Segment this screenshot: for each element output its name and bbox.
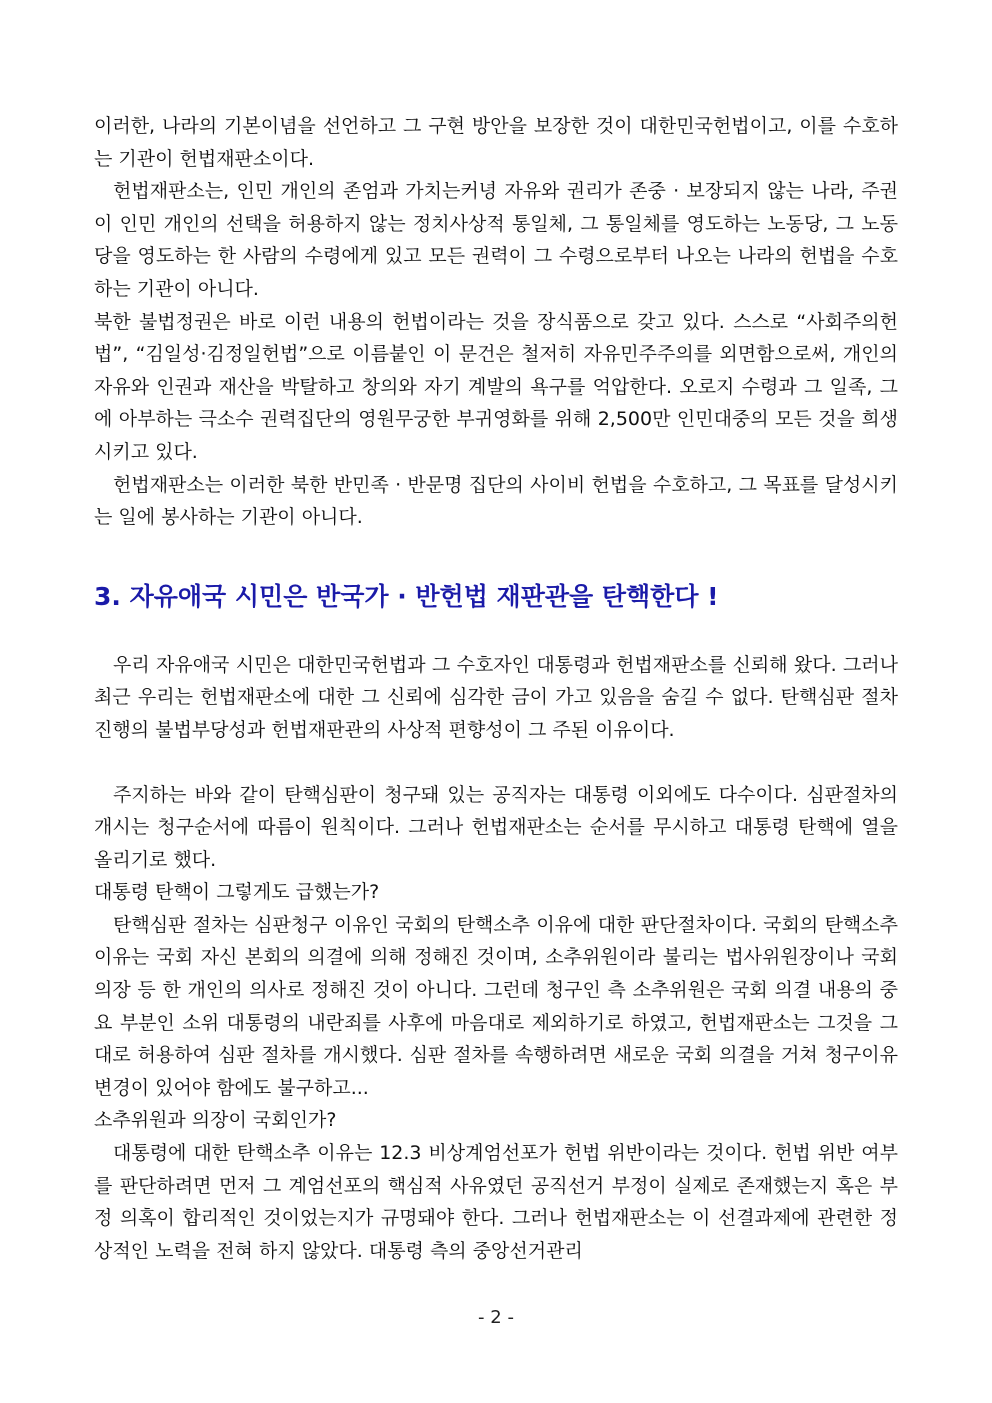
- paragraph-section3-4: 대통령에 대한 탄핵소추 이유는 12.3 비상계엄선포가 헌법 위반이라는 것이다. 헌법 위반 여부를 판단하려면 먼저 그 계엄선포의 핵심적 사유였던 공직선거 부정이 실제로 존재했는지 혹은 부정 의혹이 합리적인 것이었는지가 규명돼야 한다. 그러나 헌법재판소는 이 선결과제에 관련한 정상적인 노력을 전혀 하지 않았다. 대통령 측의 중앙선거관리: [94, 1142, 898, 1262]
- question-line-1: 대통령 탄핵이 그렇게도 급했는가?: [94, 881, 380, 904]
- paragraph-section3-2: 주지하는 바와 같이 탄핵심판이 청구돼 있는 공직자는 대통령 이외에도 다수이다. 심판절차의 개시는 청구순서에 따름이 원칙이다. 그러나 헌법재판소는 순서를 무시하고 대통령 탄핵에 열을 올리기로 했다.: [94, 783, 898, 871]
- paragraph-section3-1: 우리 자유애국 시민은 대한민국헌법과 그 수호자인 대통령과 헌법재판소를 신뢰해 왔다. 그러나 최근 우리는 헌법재판소에 대한 그 신뢰에 심각한 금이 가고 있음을 숨길 수 없다. 탄핵심판 절차 진행의 불법부당성과 헌법재판관의 사상적 편향성이 그 주된 이유이다.: [94, 653, 898, 741]
- paragraph-section3-3: 탄핵심판 절차는 심판청구 이유인 국회의 탄핵소추 이유에 대한 판단절차이다. 국회의 탄핵소추 이유는 국회 자신 본회의 의결에 의해 정해진 것이며, 소추위원이라 불리는 법사위원장이나 국회의장 등 한 개인의 의사로 정해진 것이 아니다. 그런데 청구인 측 소추위원은 국회 의결 내용의 중요 부분인 소위 대통령의 내란죄를 사후에 마음대로 제외하기로 하였고, 헌법재판소는 그것을 그대로 허용하여 심판 절차를 개시했다. 심판 절차를 속행하려면 새로운 국회 의결을 거쳐 청구이유 변경이 있어야 함에도 불구하고...: [94, 913, 898, 1099]
- page-number: - 2 -: [478, 1307, 514, 1328]
- paragraph-intro-3: 북한 불법정권은 바로 이런 내용의 헌법이라는 것을 장식품으로 갖고 있다. 스스로 “사회주의헌법”, “김일성·김정일헌법”으로 이름붙인 이 문건은 철저히 자유민주주의를 외면함으로써, 개인의 자유와 인권과 재산을 박탈하고 창의와 자기 계발의 욕구를 억압한다. 오로지 수령과 그 일족, 그에 아부하는 극소수 권력집단의 영원무궁한 부귀영화를 위해 2,500만 인민대중의 모든 것을 희생시키고 있다.: [94, 310, 898, 463]
- document-page: [94, 110, 898, 1267]
- paragraph-intro-1: 이러한, 나라의 기본이념을 선언하고 그 구현 방안을 보장한 것이 대한민국헌법이고, 이를 수호하는 기관이 헌법재판소이다.: [94, 115, 898, 170]
- paragraph-intro-4: 헌법재판소는 이러한 북한 반민족 · 반문명 집단의 사이비 헌법을 수호하고, 그 목표를 달성시키는 일에 봉사하는 기관이 아니다.: [94, 473, 898, 529]
- paragraph-intro-2: 헌법재판소는, 인민 개인의 존엄과 가치는커녕 자유와 권리가 존중 · 보장되지 않는 나라, 주권이 인민 개인의 선택을 허용하지 않는 정치사상적 통일체, 그 통일체를 영도하는 노동당, 그 노동당을 영도하는 한 사람의 수령에게 있고 모든 권력이 그 수령으로부터 나오는 나라의 헌법을 수호하는 기관이 아니다.: [94, 180, 898, 300]
- section-3-heading: 3. 자유애국 시민은 반국가 · 반헌법 재판관을 탄핵한다 !: [94, 581, 719, 611]
- question-line-2: 소추위원과 의장이 국회인가?: [94, 1109, 337, 1132]
